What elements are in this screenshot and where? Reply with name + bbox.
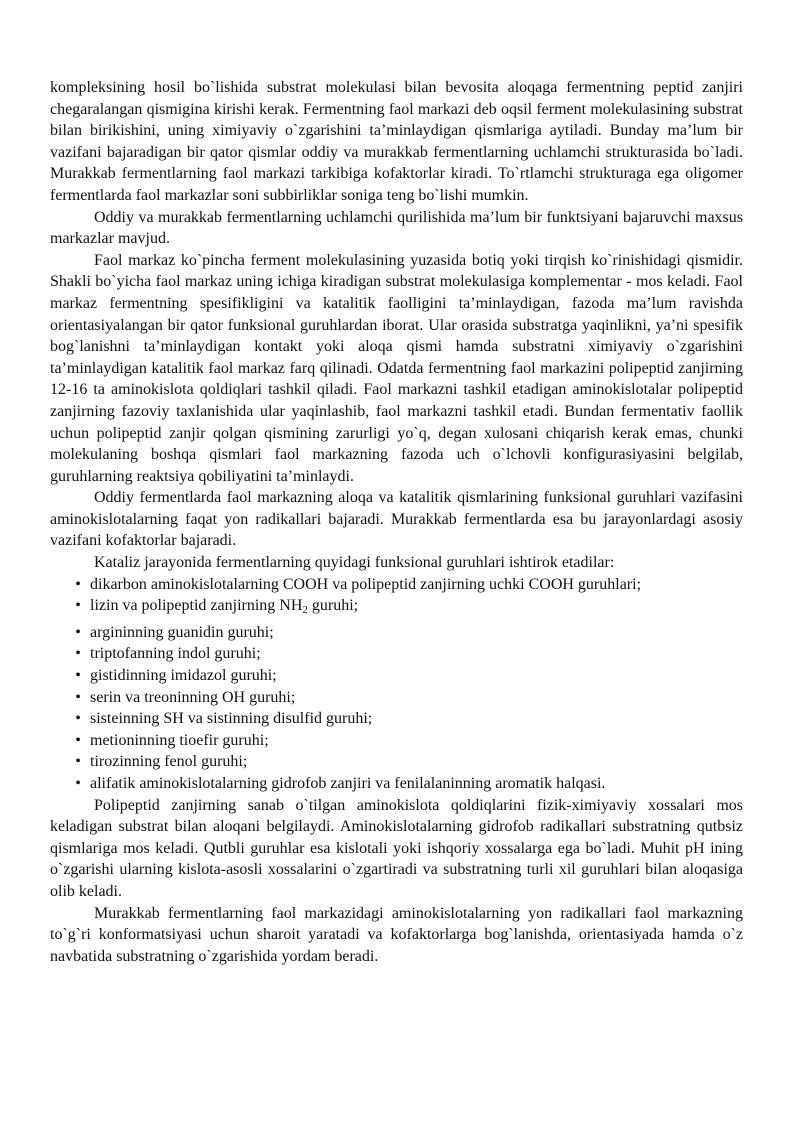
subscript: 2 bbox=[302, 604, 308, 617]
list-item bbox=[50, 708, 743, 730]
bullet-icon: • bbox=[75, 775, 81, 792]
list-item bbox=[50, 622, 743, 644]
list-item-text: triptofanning indol guruhi; bbox=[90, 645, 261, 663]
bullet-icon: • bbox=[75, 753, 81, 771]
bullet-icon: • bbox=[75, 645, 81, 663]
bullet-icon: • bbox=[75, 575, 81, 593]
list-item-text: tirozinning fenol guruhi; bbox=[90, 753, 248, 771]
list-item bbox=[50, 595, 743, 622]
bullet-icon: • bbox=[75, 667, 81, 685]
list-item-text: alifatik aminokislotalarning gidrofob zanjiri va fenilalaninning aromatik halqasi. bbox=[90, 775, 606, 792]
list-item-text: sisteinning SH va sistinning disulfid guruhi; bbox=[90, 710, 373, 728]
list-item bbox=[50, 574, 743, 596]
list-item bbox=[50, 643, 743, 665]
bullet-icon: • bbox=[75, 688, 81, 706]
paragraph-4: Oddiy fermentlarda faol markazning aloqa va katalitik qismlarining funksional guruhlari vazifasini aminokislotalarning faqat yon radikallari bajaradi. Murakkab fermentlarda esa bu jarayonlardagi asosiy vazifani kofaktorlar bajaradi. bbox=[50, 489, 743, 550]
paragraph-7: Murakkab fermentlarning faol markazidagi aminokislotalarning yon radikallari faol markazning to`g`ri konformatsiyasi uchun sharoit yaratadi va kofaktorlarga bog`lanishda, orientasiyada hamda o`z navbatida substratning o`zgarishida yordam beradi. bbox=[50, 904, 743, 965]
paragraph-3: Faol markaz ko`pincha ferment molekulasining yuzasida botiq yoki tirqish ko`rinishidagi qismidir. Shakli bo`yicha faol markaz uning ichiga kiradigan substrat molekulasiga komplementar - mos keladi. Faol markaz fermentning spesifikligini va katalitik faolligini ta’minlaydigan, fazoda ma’lum ravishda orientasiyalangan bir qator funksional guruhlardan iborat. Ular orasida substratga yaqinlikni, ya’ni spesifik bog`lanishni ta’minlaydigan kontakt yoki aloqa qismi hamda substratni ximiyaviy o`zgarishini ta’minlaydigan katalitik faol markaz farq qilinadi. Odatda fermentning faol markazini polipeptid zanjirning 12-16 ta aminokislota qoldiqlari tashkil qiladi. Faol markazni tashkil etadigan aminokislotalar polipeptid zanjirning fazoviy taxlanishida ular yaqinlashib, faol markazni tashkil etadi. Bundan fermentativ faollik uchun polipeptid zanjir qolgan qismining zarurligi yo`q, degan xulosani chiqarish kerak emas, chunki molekulaning boshqa qismlari faol markazning fazoda uch o`lchovli konfigurasiyasini belgilab, guruhlarning reaktsiya qobiliyatini ta’minlaydi. bbox=[50, 251, 743, 485]
list-item bbox=[50, 687, 743, 709]
paragraph-2: Oddiy va murakkab fermentlarning uchlamchi qurilishida ma’lum bir funktsiyani bajaruvchi maxsus markazlar mavjud. bbox=[50, 208, 743, 248]
list-item-text-after: guruhi; bbox=[307, 597, 359, 615]
document-page bbox=[50, 77, 743, 967]
list-item bbox=[50, 730, 743, 752]
paragraph-5: Kataliz jarayonida fermentlarning quyidagi funksional guruhlari ishtirok etadilar: bbox=[94, 554, 615, 572]
list-item-text: argininning guanidin guruhi; bbox=[90, 623, 274, 641]
bullet-icon: • bbox=[75, 731, 81, 749]
list-item-text bbox=[90, 597, 359, 617]
bullet-icon: • bbox=[75, 710, 81, 728]
list-item bbox=[50, 751, 743, 773]
list-item-text: serin va treoninning OH guruhi; bbox=[90, 688, 296, 706]
list-item-text: dikarbon aminokislotalarning COOH va polipeptid zanjirning uchki COOH guruhlari; bbox=[90, 575, 642, 593]
paragraph-1: kompleksining hosil bo`lishida substrat molekulasi bilan bevosita aloqaga fermentning peptid zanjiri chegaralangan qismigina kirishi kerak. Fermentning faol markazi deb oqsil ferment molekulasining substrat bilan birikishini, uning ximiyaviy o`zgarishini ta’minlaydigan qismlariga aytiladi. Bunday ma’lum bir vazifani bajaradigan bir qator qismlar oddiy va murakkab fermentlarning uchlamchi strukturasida bo`ladi. Murakkab fermentlarning faol markazi tarkibiga kofaktorlar kiradi. To`rtlamchi strukturaga ega oligomer fermentlarda faol markazlar soni subbirliklar soniga teng bo`lishi mumkin. bbox=[50, 79, 743, 204]
list-item-text-before: lizin va polipeptid zanjirning NH bbox=[90, 597, 303, 615]
list-item bbox=[50, 665, 743, 687]
bullet-icon: • bbox=[75, 597, 81, 615]
list-item-text: gistidinning imidazol guruhi; bbox=[90, 667, 277, 685]
paragraph-6: Polipeptid zanjirning sanab o`tilgan aminokislota qoldiqlarini fizik-ximiyaviy xossalari mos keladigan substrat bilan aloqani belgilaydi. Aminokislotalarning gidrofob radikallari substratning qutbsiz qismlariga mos keladi. Qutbli guruhlar esa kislotali yoki ishqoriy xossalarga ega bo`ladi. Muhit pH ining o`zgarishi ularning kislota-asosli xossalarini o`zgartiradi va substratning turli xil guruhlari bilan aloqasiga olib keladi. bbox=[50, 796, 743, 900]
bullet-icon: • bbox=[75, 623, 81, 641]
list-item bbox=[50, 773, 743, 795]
functional-groups-list bbox=[50, 574, 743, 795]
list-item-text: metioninning tioefir guruhi; bbox=[90, 731, 269, 749]
